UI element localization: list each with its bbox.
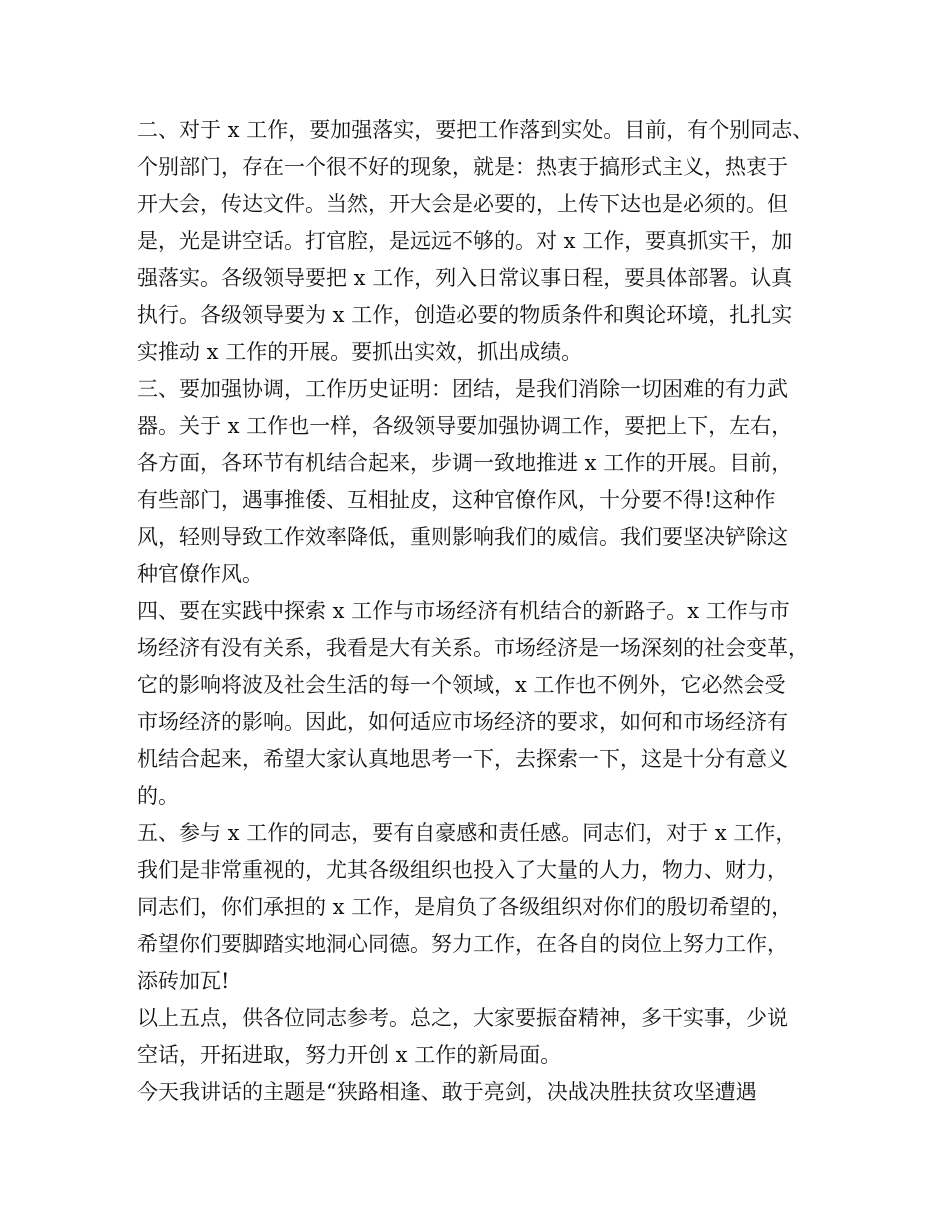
text-line: 机结合起来，希望大家认真地思考一下，去探索一下，这是十分有意义	[137, 747, 788, 771]
text-line: 它的影响将波及社会生活的每一个领域，x 工作也不例外，它必然会受	[137, 673, 786, 697]
text-line: 执行。各级领导要为 x 工作，创造必要的物质条件和舆论环境，扎扎实	[137, 303, 793, 327]
text-line: 各方面，各环节有机结合起来，步调一致地推进 x 工作的开展。目前，	[137, 451, 793, 475]
text-line: 同志们，你们承担的 x 工作，是肩负了各级组织对你们的殷切希望的，	[137, 895, 793, 919]
text-line: 今天我讲话的主题是“狭路相逢、敢于亮剑，决战决胜扶贫攻坚遭遇	[137, 1080, 757, 1104]
text-line: 四、要在实践中探索 x 工作与市场经济有机结合的新路子。x 工作与市	[137, 599, 790, 623]
text-line: 种官僚作风。	[137, 562, 263, 586]
text-line: 五、参与 x 工作的同志，要有自豪感和责任感。同志们，对于 x 工作，	[137, 821, 797, 845]
text-line: 是，光是讲空话。打官腔，是远远不够的。对 x 工作，要真抓实干，加	[137, 229, 793, 253]
text-line: 三、要加强协调，工作历史证明：团结，是我们消除一切困难的有力武	[137, 377, 788, 401]
text-line: 二、对于 x 工作，要加强落实，要把工作落到实处。目前，有个别同志、	[137, 118, 814, 142]
text-line: 有些部门，遇事推倭、互相扯皮，这种官僚作风，十分要不得!这种作	[137, 488, 776, 512]
text-line: 添砖加瓦!	[137, 969, 230, 993]
text-line: 强落实。各级领导要把 x 工作，列入日常议事日程，要具体部署。认真	[137, 266, 793, 290]
text-line: 空话，开拓进取，努力开创 x 工作的新局面。	[137, 1043, 562, 1067]
text-line: 的。	[137, 784, 179, 808]
text-line: 开大会，传达文件。当然，开大会是必要的，上传下达也是必须的。但	[137, 192, 788, 216]
text-line: 以上五点，供各位同志参考。总之，大家要振奋精神，多干实事，少说	[137, 1006, 788, 1030]
text-line: 个别部门，存在一个很不好的现象，就是：热衷于搞形式主义，热衷于	[137, 155, 788, 179]
text-line: 市场经济的影响。因此，如何适应市场经济的要求，如何和市场经济有	[137, 710, 788, 734]
document-body	[137, 112, 827, 1111]
text-line: 实推动 x 工作的开展。要抓出实效，抓出成绩。	[137, 340, 583, 364]
text-line: 我们是非常重视的，尤其各级组织也投入了大量的人力，物力、财力，	[137, 858, 788, 882]
text-line: 场经济有没有关系，我看是大有关系。市场经济是一场深刻的社会变革，	[137, 636, 809, 660]
text-line: 器。关于 x 工作也一样，各级领导要加强协调工作，要把上下，左右，	[137, 414, 793, 438]
text-line: 风，轻则导致工作效率降低，重则影响我们的威信。我们要坚决铲除这	[137, 525, 788, 549]
text-line: 希望你们要脚踏实地洞心同德。努力工作，在各自的岗位上努力工作，	[137, 932, 788, 956]
